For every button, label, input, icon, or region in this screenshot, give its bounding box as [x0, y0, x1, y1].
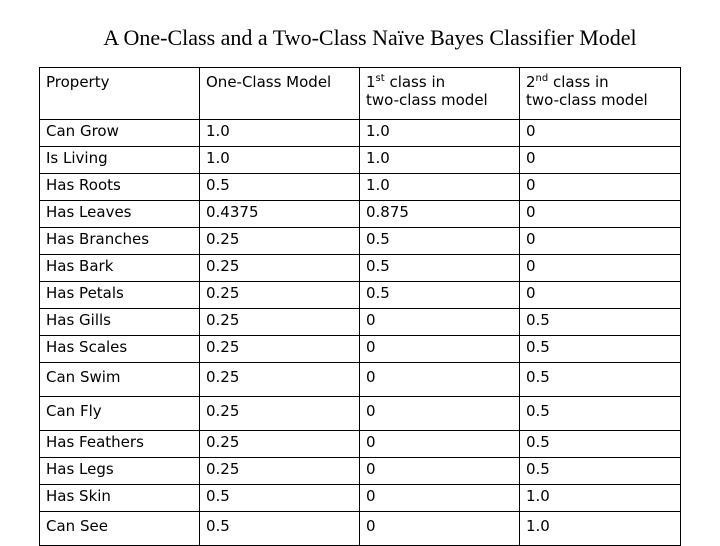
cell-first-class: 0 [360, 431, 520, 458]
cell-property: Has Petals [40, 282, 200, 309]
cell-one-class: 0.5 [200, 174, 360, 201]
cell-one-class: 0.25 [200, 431, 360, 458]
cell-first-class: 1.0 [360, 174, 520, 201]
table-row [40, 458, 681, 485]
cell-property: Can Fly [40, 397, 200, 431]
cell-one-class: 0.4375 [200, 201, 360, 228]
table-row [40, 309, 681, 336]
cell-second-class: 0.5 [520, 397, 681, 431]
header-second-class [520, 68, 681, 120]
header-second-class-number: 2 [526, 73, 536, 91]
cell-one-class: 0.5 [200, 512, 360, 546]
table-row [40, 120, 681, 147]
cell-property: Has Legs [40, 458, 200, 485]
cell-one-class: 0.25 [200, 309, 360, 336]
cell-property: Has Feathers [40, 431, 200, 458]
cell-second-class: 0 [520, 228, 681, 255]
cell-property: Has Leaves [40, 201, 200, 228]
cell-property: Can See [40, 512, 200, 546]
cell-second-class: 0 [520, 120, 681, 147]
header-first-class-number: 1 [366, 73, 376, 91]
table-row [40, 282, 681, 309]
table-row [40, 397, 681, 431]
cell-first-class: 0 [360, 458, 520, 485]
cell-property: Has Bark [40, 255, 200, 282]
table-row [40, 147, 681, 174]
cell-first-class: 0 [360, 397, 520, 431]
cell-second-class: 0.5 [520, 431, 681, 458]
cell-property: Has Skin [40, 485, 200, 512]
cell-first-class: 1.0 [360, 120, 520, 147]
table-row [40, 485, 681, 512]
cell-first-class: 0.5 [360, 282, 520, 309]
cell-second-class: 0 [520, 174, 681, 201]
cell-second-class: 0 [520, 255, 681, 282]
cell-second-class: 0 [520, 147, 681, 174]
header-one-class-model: One-Class Model [200, 68, 360, 120]
cell-property: Can Swim [40, 363, 200, 397]
cell-property: Can Grow [40, 120, 200, 147]
cell-second-class: 1.0 [520, 512, 681, 546]
cell-property: Has Gills [40, 309, 200, 336]
cell-first-class: 0 [360, 512, 520, 546]
table-header-row [40, 68, 681, 120]
table-row [40, 201, 681, 228]
table-row [40, 228, 681, 255]
cell-second-class: 0.5 [520, 336, 681, 363]
cell-property: Has Branches [40, 228, 200, 255]
cell-one-class: 0.25 [200, 363, 360, 397]
cell-first-class: 0.5 [360, 228, 520, 255]
table-row [40, 255, 681, 282]
cell-one-class: 0.25 [200, 228, 360, 255]
cell-property: Has Roots [40, 174, 200, 201]
page-title: A One-Class and a Two-Class Naïve Bayes Classifier Model [103, 25, 637, 50]
cell-one-class: 0.25 [200, 458, 360, 485]
cell-first-class: 0.875 [360, 201, 520, 228]
cell-one-class: 1.0 [200, 147, 360, 174]
cell-first-class: 0 [360, 309, 520, 336]
table-row [40, 336, 681, 363]
header-first-class-ordinal: st [375, 73, 385, 84]
cell-first-class: 0 [360, 485, 520, 512]
cell-first-class: 0 [360, 363, 520, 397]
header-property: Property [40, 68, 200, 120]
table-row [40, 512, 681, 546]
cell-property: Is Living [40, 147, 200, 174]
cell-one-class: 0.25 [200, 336, 360, 363]
header-first-class-line1: class in [384, 73, 446, 91]
table-row [40, 431, 681, 458]
cell-one-class: 0.25 [200, 282, 360, 309]
table-row [40, 174, 681, 201]
cell-second-class: 1.0 [520, 485, 681, 512]
cell-first-class: 0.5 [360, 255, 520, 282]
cell-property: Has Scales [40, 336, 200, 363]
cell-second-class: 0.5 [520, 363, 681, 397]
cell-one-class: 0.25 [200, 255, 360, 282]
cell-one-class: 1.0 [200, 120, 360, 147]
table-row [40, 363, 681, 397]
cell-first-class: 1.0 [360, 147, 520, 174]
header-second-class-ordinal: nd [535, 73, 549, 84]
cell-second-class: 0 [520, 282, 681, 309]
classifier-table [39, 67, 681, 546]
header-second-class-line2: two-class model [526, 91, 648, 109]
cell-second-class: 0.5 [520, 309, 681, 336]
header-first-class-line2: two-class model [366, 91, 488, 109]
cell-second-class: 0 [520, 201, 681, 228]
header-first-class [360, 68, 520, 120]
cell-first-class: 0 [360, 336, 520, 363]
cell-second-class: 0.5 [520, 458, 681, 485]
cell-one-class: 0.25 [200, 397, 360, 431]
cell-one-class: 0.5 [200, 485, 360, 512]
header-second-class-line1: class in [548, 73, 609, 91]
